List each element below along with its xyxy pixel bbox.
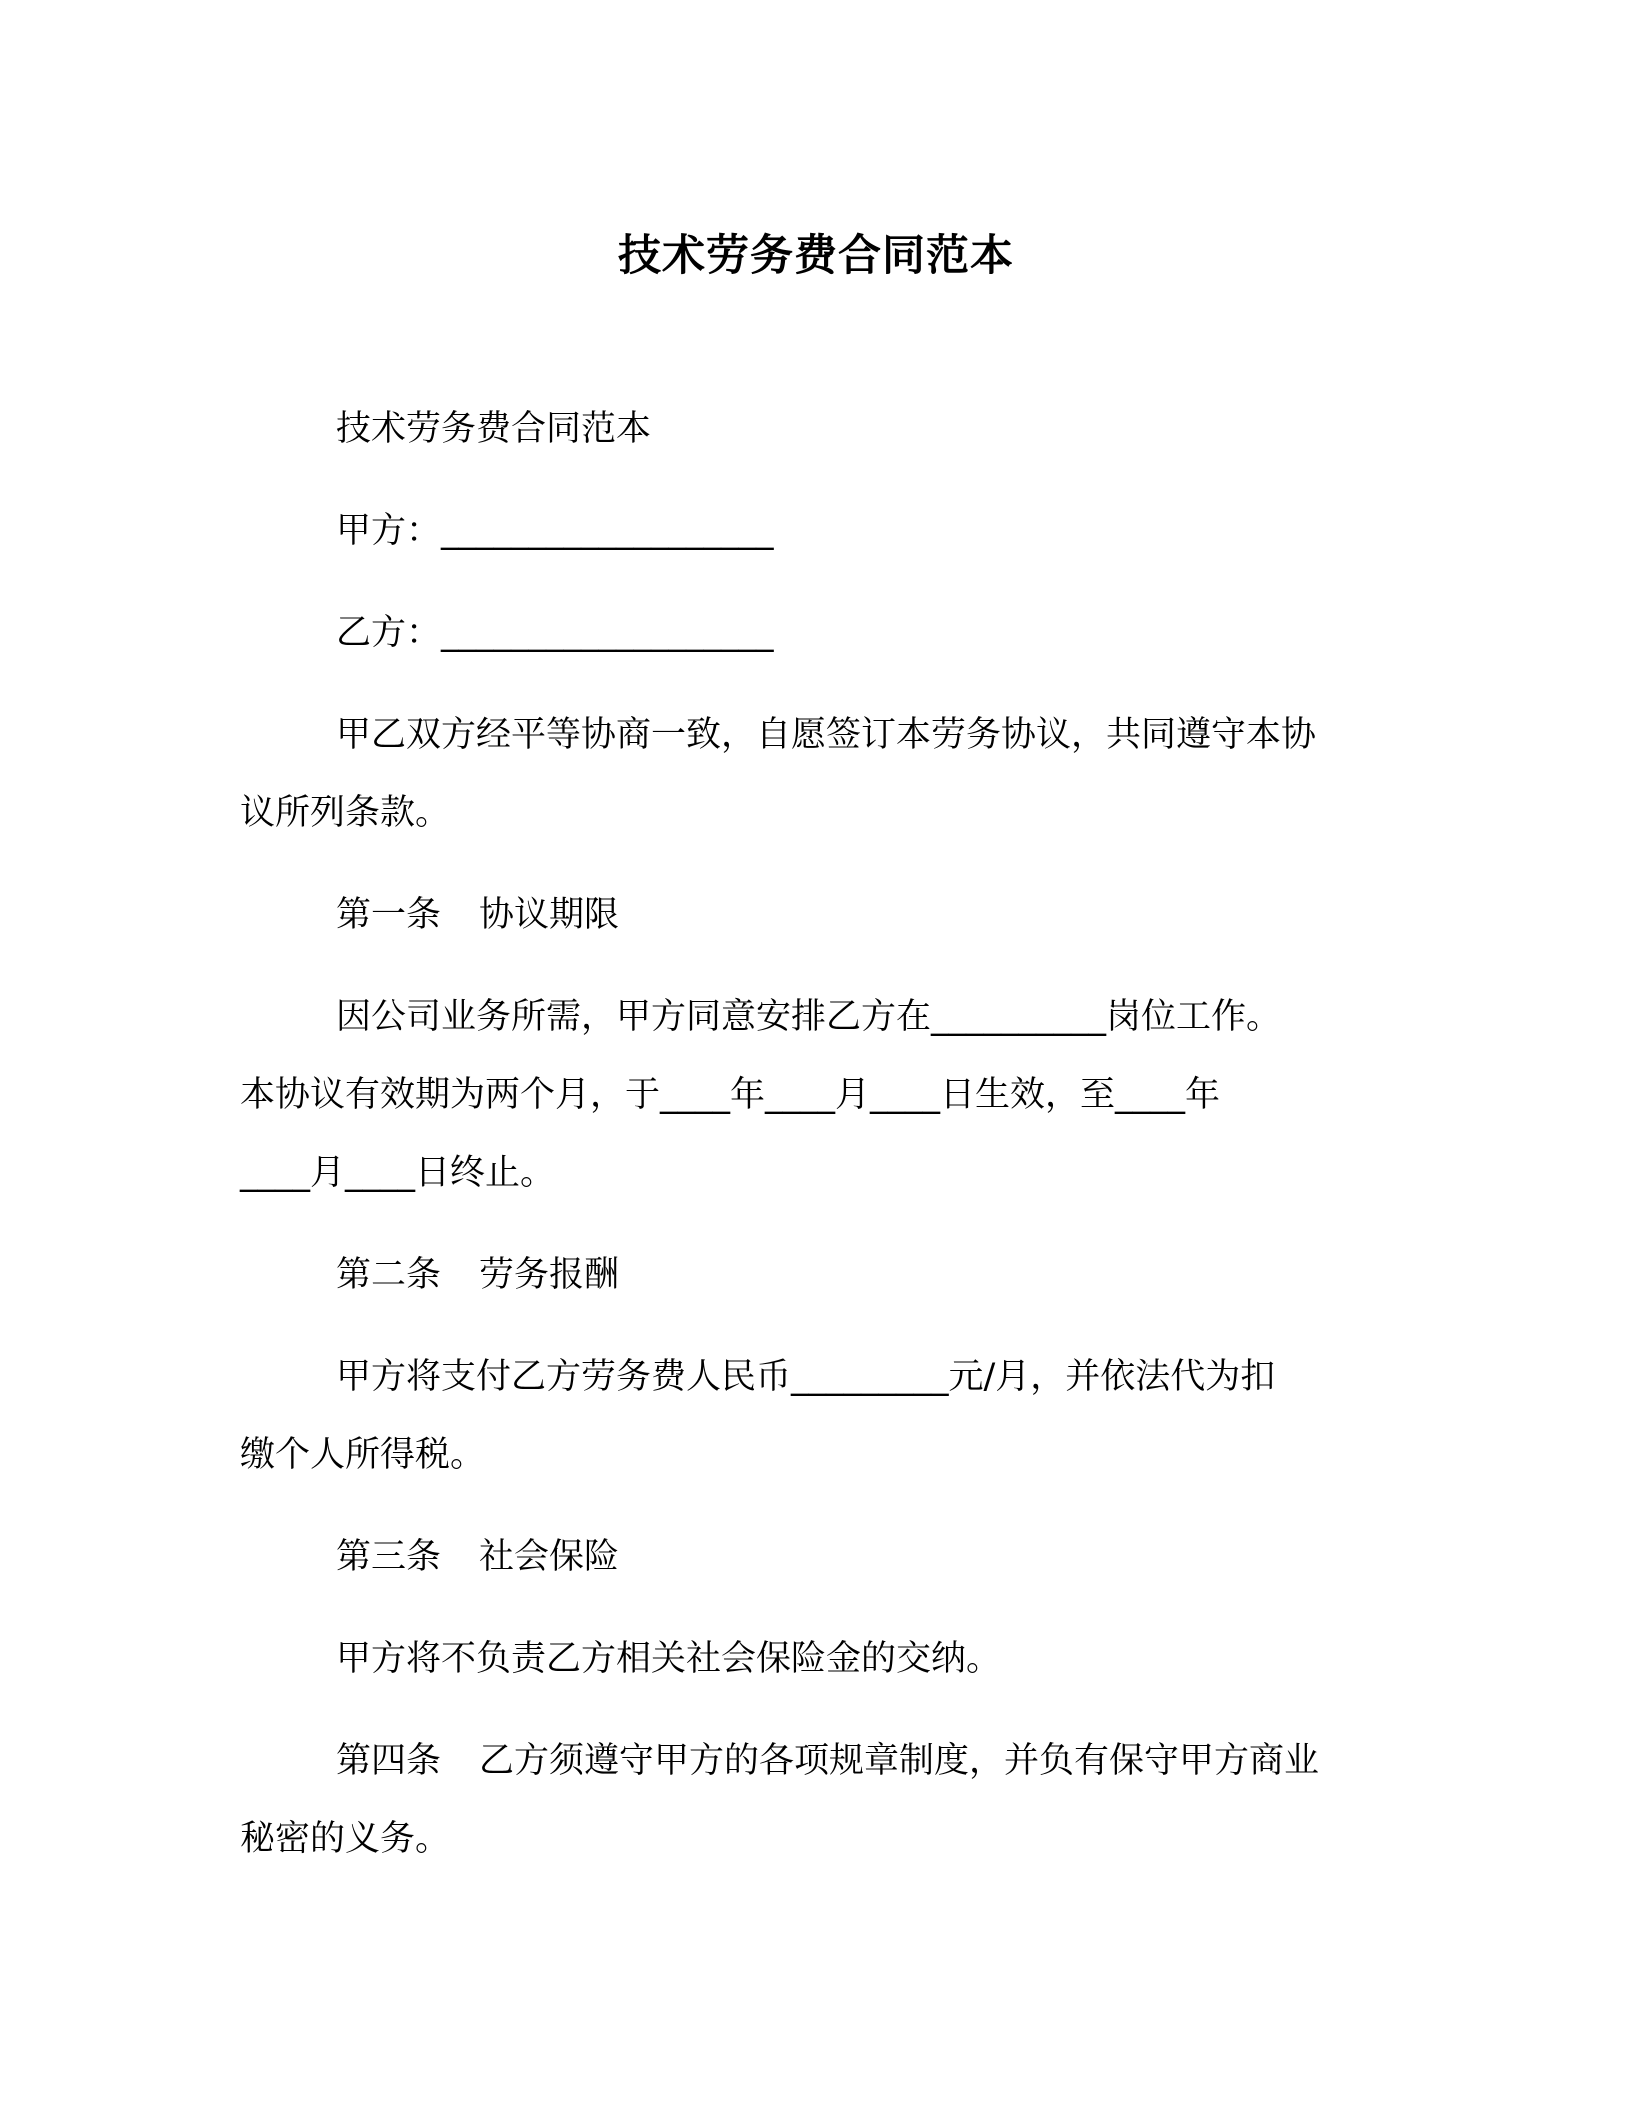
party-a-text: 甲方：___________________ <box>336 511 774 551</box>
article-3-line-1: 甲方将不负责乙方相关社会保险金的交纳。 <box>336 1639 1002 1679</box>
article-2-paragraph <box>240 1338 1380 1494</box>
article-2-heading <box>240 1236 1380 1314</box>
intro-line-2: 议所列条款。 <box>240 793 451 833</box>
subtitle-text: 技术劳务费合同范本 <box>336 409 652 449</box>
article-4-number: 第四条 <box>336 1741 442 1781</box>
article-1-title: 协议期限 <box>479 895 620 935</box>
article-1-paragraph <box>240 978 1380 1212</box>
document-title: 技术劳务费合同范本 <box>618 231 1014 281</box>
article-4-paragraph <box>240 1722 1380 1878</box>
article-3-title: 社会保险 <box>479 1537 620 1577</box>
intro-line-1: 甲乙双方经平等协商一致，自愿签订本劳务协议，共同遵守本协 <box>336 715 1317 755</box>
article-1-line-1: 因公司业务所需，甲方同意安排乙方在__________岗位工作。 <box>336 997 1282 1037</box>
document-body <box>240 390 1380 1902</box>
document-subtitle <box>240 390 1380 468</box>
party-b-line <box>240 594 1380 672</box>
article-2-line-2: 缴个人所得税。 <box>240 1435 486 1475</box>
article-4-line-1 <box>240 1722 1380 1800</box>
article-1-heading <box>240 876 1380 954</box>
intro-paragraph <box>240 696 1380 852</box>
article-1-line-3: ____月____日终止。 <box>240 1153 556 1193</box>
article-1-number: 第一条 <box>336 895 442 935</box>
article-3-paragraph <box>240 1620 1380 1698</box>
article-4-text: 乙方须遵守甲方的各项规章制度，并负有保守甲方商业 <box>479 1741 1320 1781</box>
party-b-text: 乙方：___________________ <box>336 613 774 653</box>
article-4-line-2: 秘密的义务。 <box>240 1819 451 1859</box>
party-a-line <box>240 492 1380 570</box>
article-2-number: 第二条 <box>336 1255 442 1295</box>
article-1-line-2: 本协议有效期为两个月，于____年____月____日生效，至____年 <box>240 1075 1221 1115</box>
article-3-number: 第三条 <box>336 1537 442 1577</box>
article-2-title: 劳务报酬 <box>479 1255 620 1295</box>
article-2-line-1: 甲方将支付乙方劳务费人民币_________元/月，并依法代为扣 <box>336 1357 1276 1397</box>
article-3-heading <box>240 1518 1380 1596</box>
